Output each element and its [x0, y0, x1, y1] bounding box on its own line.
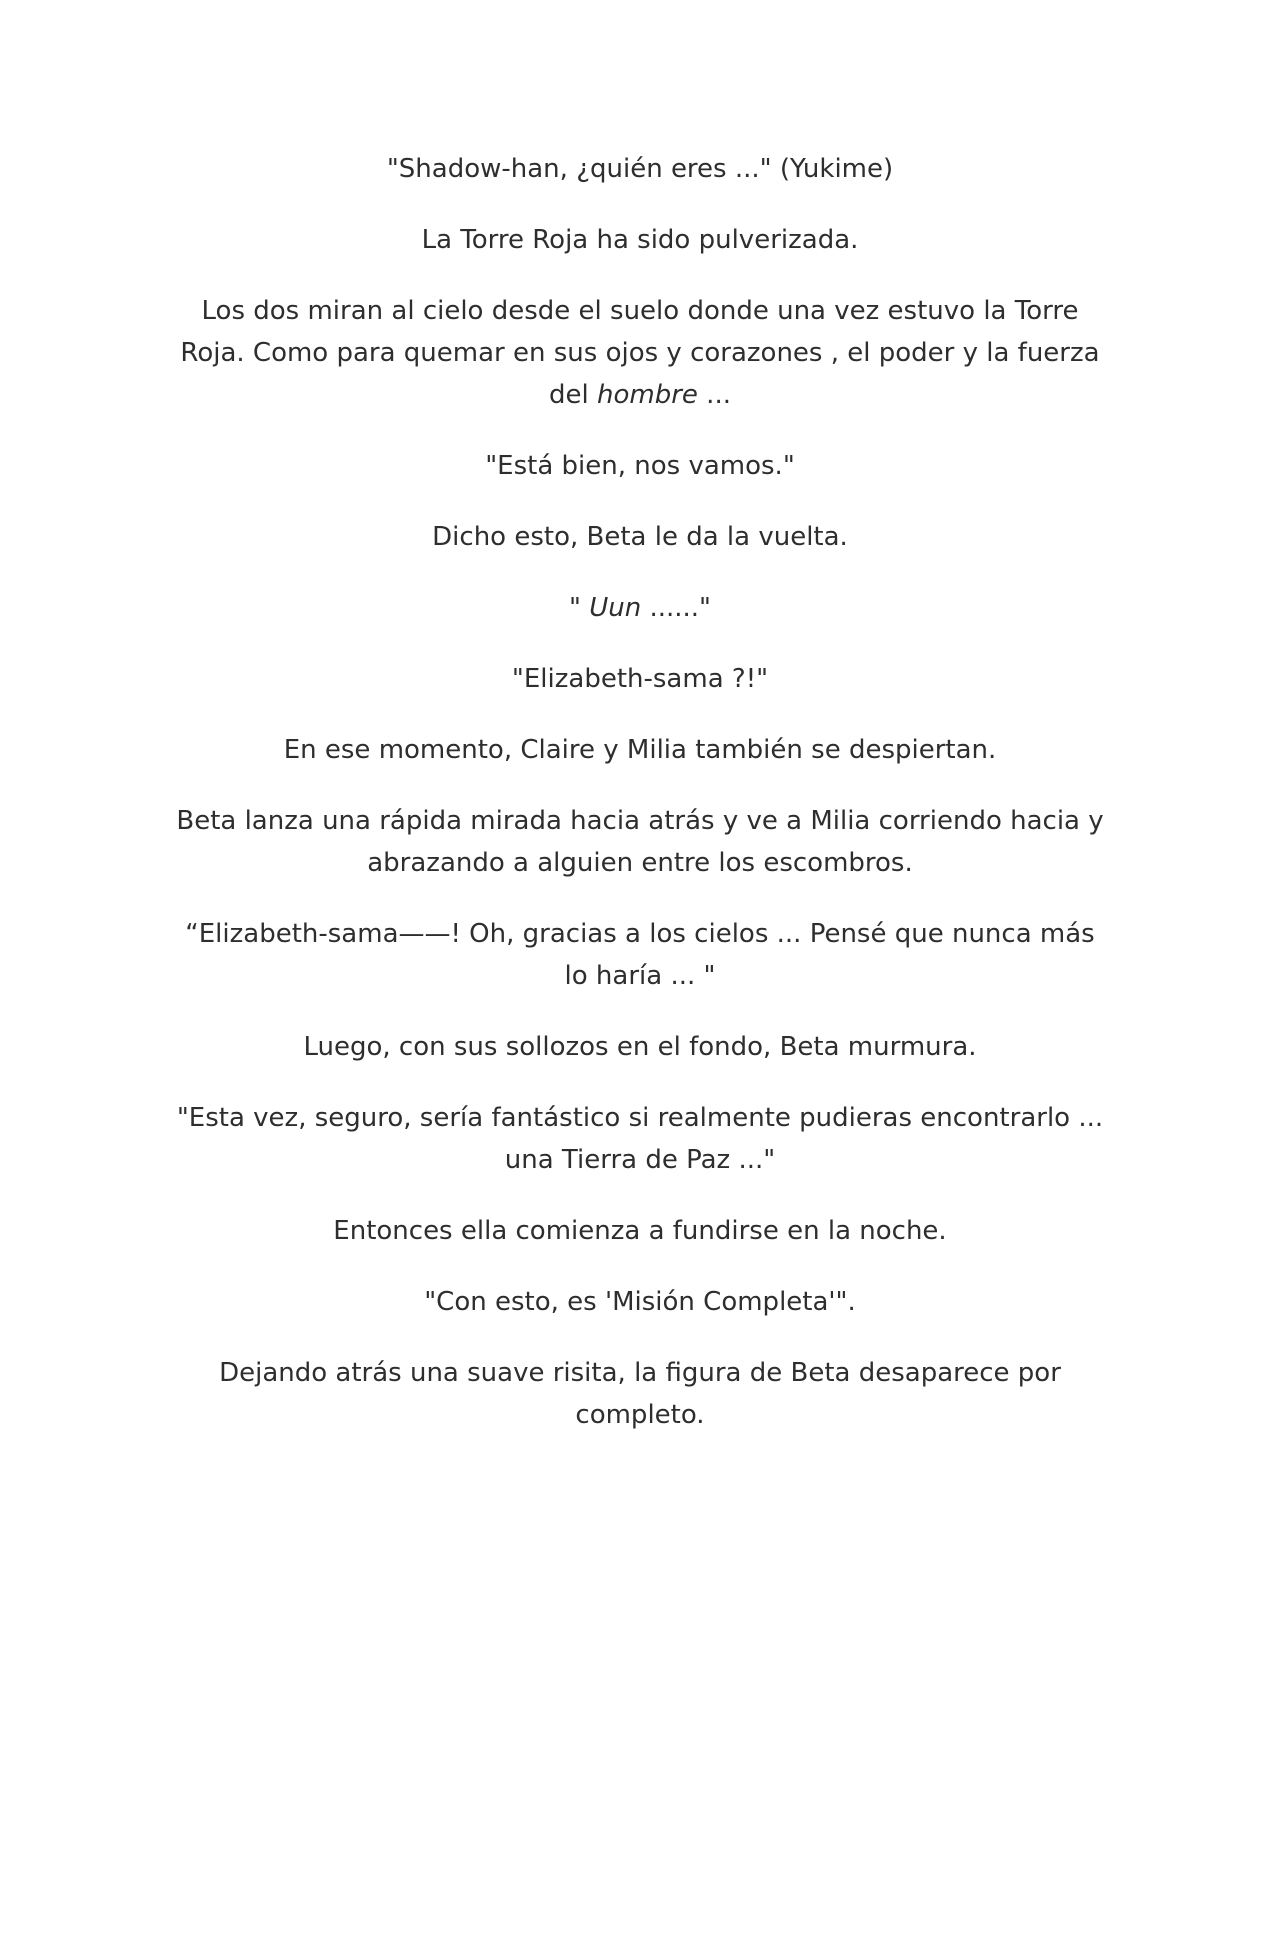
paragraph	[175, 219, 1105, 261]
text-run: "Con esto, es 'Misión Completa'".	[424, 1287, 856, 1317]
paragraph	[175, 587, 1105, 629]
paragraph	[175, 1097, 1105, 1181]
paragraph	[175, 516, 1105, 558]
paragraph	[175, 445, 1105, 487]
paragraph	[175, 729, 1105, 771]
paragraph	[175, 1026, 1105, 1068]
text-run: "	[568, 593, 590, 623]
text-run: Beta lanza una rápida mirada hacia atrás y ve a Milia corriendo hacia y abrazando a alguien entre los escombros.	[176, 806, 1104, 878]
text-run: Entonces ella comienza a fundirse en la noche.	[333, 1216, 947, 1246]
text-run: Luego, con sus sollozos en el fondo, Beta murmura.	[303, 1032, 977, 1062]
paragraph	[175, 1210, 1105, 1252]
document-body	[175, 148, 1105, 1465]
paragraph	[175, 800, 1105, 884]
text-run: "Está bien, nos vamos."	[485, 451, 795, 481]
text-run: Los dos miran al cielo desde el suelo donde una vez estuvo la Torre Roja. Como para quemar en sus ojos y corazones , el poder y la fuerza del	[180, 296, 1100, 410]
paragraph	[175, 148, 1105, 190]
text-run: "Esta vez, seguro, sería fantástico si realmente pudieras encontrarlo ... una Tierra de Paz ..."	[176, 1103, 1104, 1175]
text-run: ......"	[641, 593, 712, 623]
paragraph	[175, 290, 1105, 416]
italic-text: Uun	[589, 593, 642, 623]
text-run: “Elizabeth-sama——! Oh, gracias a los cielos ... Pensé que nunca más lo haría ... "	[185, 919, 1095, 991]
text-run: La Torre Roja ha sido pulverizada.	[421, 225, 859, 255]
text-run: Dejando atrás una suave risita, la figura de Beta desaparece por completo.	[219, 1358, 1061, 1430]
text-run: ...	[697, 380, 731, 410]
paragraph	[175, 913, 1105, 997]
paragraph	[175, 658, 1105, 700]
italic-text: hombre	[597, 380, 698, 410]
text-run: "Elizabeth-sama ?!"	[511, 664, 769, 694]
text-run: En ese momento, Claire y Milia también se despiertan.	[283, 735, 997, 765]
text-run: Dicho esto, Beta le da la vuelta.	[432, 522, 848, 552]
text-run: "Shadow-han, ¿quién eres ..." (Yukime)	[386, 154, 894, 184]
paragraph	[175, 1352, 1105, 1436]
paragraph	[175, 1281, 1105, 1323]
